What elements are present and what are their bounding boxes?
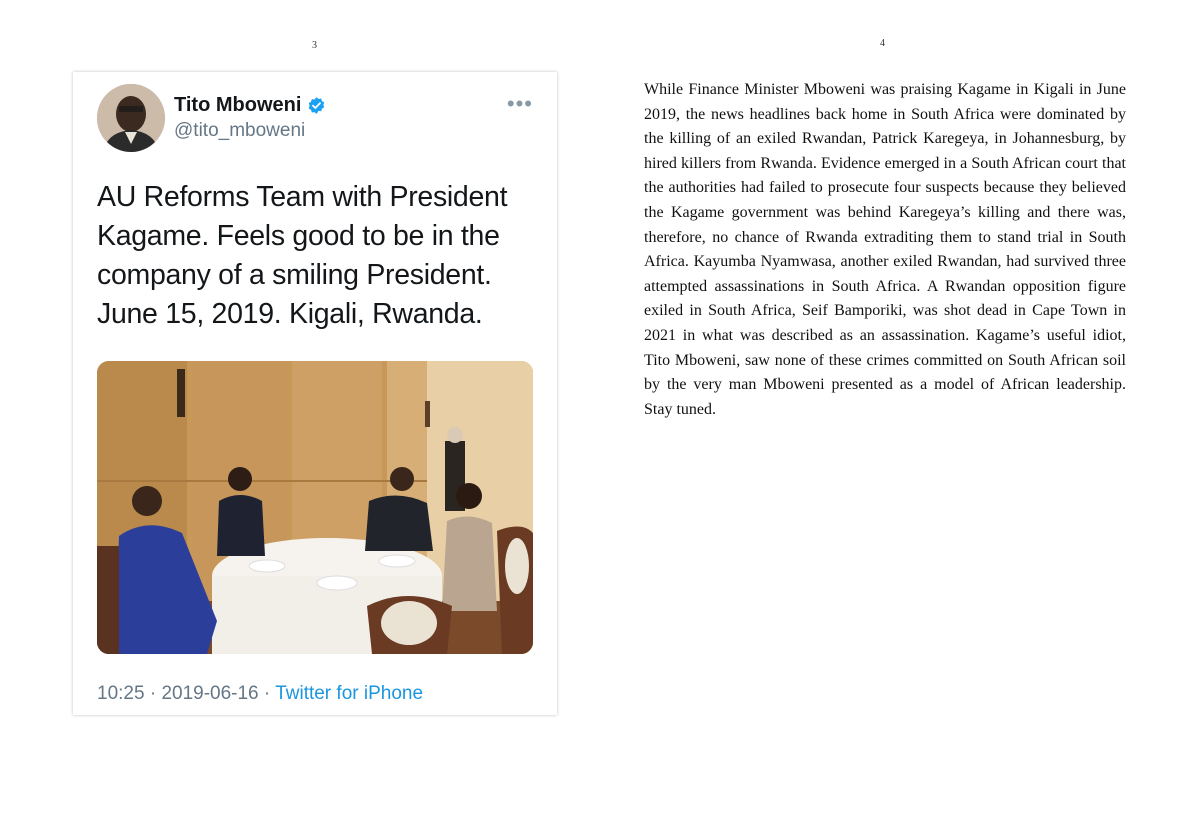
meta-separator: ·	[149, 683, 157, 704]
display-name[interactable]	[174, 94, 326, 117]
meta-separator: ·	[263, 683, 271, 704]
article-paragraph: While Finance Minister Mboweni was praising Kagame in Kigali in June 2019, the news headlines back home in South Africa were dominated by the killing of an exiled Rwandan, Patrick Karegeya, in Johannesburg, by hired killers from Rwanda. Evidence emerged in a South African court that the authorities had failed to prosecute four suspects because they believed the Kagame government was behind Karegeya’s killing and there was, therefore, no chance of Rwanda extraditing them to stand trial in South Africa. Kayumba Nyamwasa, another exiled Rwandan, had survived three attempted assassinations in South Africa. A Rwandan opposition figure exiled in South Africa, Seif Bamporiki, was shot dead in Cape Town in 2021 in what was described as an assassination. Kagame’s useful idiot, Tito Mboweni, saw none of these crimes committed on South African soil by the very man Mboweni presented as a model of African leadership. Stay tuned.	[644, 81, 1126, 418]
tweet-card[interactable]	[73, 72, 557, 715]
page-number-right: 4	[880, 38, 885, 49]
tweet-meta	[97, 683, 423, 705]
more-horizontal-icon[interactable]: •••	[506, 91, 533, 116]
handle[interactable]: @tito_mboweni	[174, 120, 306, 141]
tweet-photo[interactable]	[97, 361, 533, 654]
display-name-text[interactable]: Tito Mboweni	[174, 94, 302, 116]
tweet-time[interactable]: 10:25	[97, 683, 145, 704]
avatar[interactable]	[97, 84, 165, 152]
verified-badge-icon	[307, 96, 326, 115]
page-number-left: 3	[312, 40, 317, 51]
tweet-date[interactable]: 2019-06-16	[161, 683, 259, 704]
tweet-source-link[interactable]: Twitter for iPhone	[275, 683, 424, 704]
tweet-text: AU Reforms Team with President Kagame. Feels good to be in the company of a smiling President. June 15, 2019. Kigali, Rwanda.	[97, 181, 508, 330]
